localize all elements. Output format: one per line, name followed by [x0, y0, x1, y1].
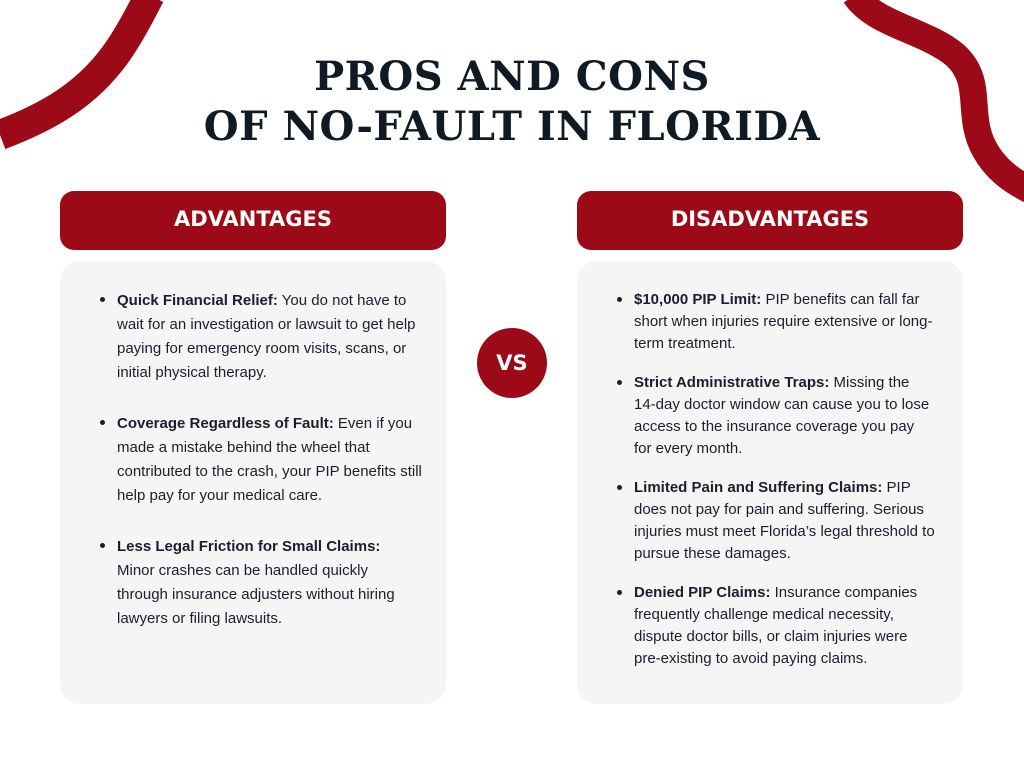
disadvantage-item-text: Insurance companies frequently challenge medical necessity, dispute doctor bills, or claim injuries were pre-existing to avoid paying claims.	[634, 584, 918, 667]
disadvantage-item-lead: Strict Administrative Traps:	[634, 374, 830, 391]
advantages-list	[60, 261, 446, 631]
disadvantage-item-text: PIP does not pay for pain and suffering. Serious injuries must meet Florida’s legal threshold to pursue these damages.	[634, 479, 935, 562]
advantages-panel	[60, 261, 446, 704]
advantage-item-text: Minor crashes can be handled quickly through insurance adjusters without hiring lawyers or filing lawsuits.	[117, 562, 395, 627]
advantage-item-lead: Quick Financial Relief:	[117, 292, 278, 309]
disadvantage-item-denied-pip-claims	[577, 582, 963, 670]
advantages-heading: ADVANTAGES	[60, 191, 446, 250]
advantage-item-lead: Less Legal Friction for Small Claims:	[117, 538, 381, 555]
disadvantage-item-lead: Denied PIP Claims:	[634, 584, 771, 601]
advantage-item-text: Even if you made a mistake behind the wheel that contributed to the crash, your PIP benefits still help pay for your medical care.	[117, 415, 422, 504]
advantage-item-less-legal-friction	[60, 535, 446, 631]
page-title-line-1: PROS AND CONS	[314, 53, 710, 100]
advantage-item-quick-financial-relief	[60, 289, 446, 385]
disadvantages-panel	[577, 261, 963, 704]
disadvantage-item-lead: Limited Pain and Suffering Claims:	[634, 479, 883, 496]
advantage-item-coverage-regardless-of-fault	[60, 412, 446, 508]
disadvantages-list	[577, 261, 963, 670]
disadvantage-item-text: PIP benefits can fall far short when injuries require extensive or long-term treatment.	[634, 291, 933, 352]
page-title-line-2: OF NO-FAULT IN FLORIDA	[203, 103, 821, 150]
disadvantage-item-pain-and-suffering	[577, 477, 963, 565]
advantage-item-text: You do not have to wait for an investigation or lawsuit to get help paying for emergency room visits, scans, or initial physical therapy.	[117, 292, 416, 381]
vs-badge: VS	[477, 328, 547, 398]
disadvantage-item-text: Missing the 14-day doctor window can cause you to lose access to the insurance coverage you pay for every month.	[634, 374, 930, 457]
disadvantage-item-administrative-traps	[577, 372, 963, 460]
advantage-item-lead: Coverage Regardless of Fault:	[117, 415, 334, 432]
page-title	[0, 52, 1024, 152]
disadvantages-heading: DISADVANTAGES	[577, 191, 963, 250]
disadvantage-item-pip-limit	[577, 289, 963, 355]
disadvantage-item-lead: $10,000 PIP Limit:	[634, 291, 762, 308]
